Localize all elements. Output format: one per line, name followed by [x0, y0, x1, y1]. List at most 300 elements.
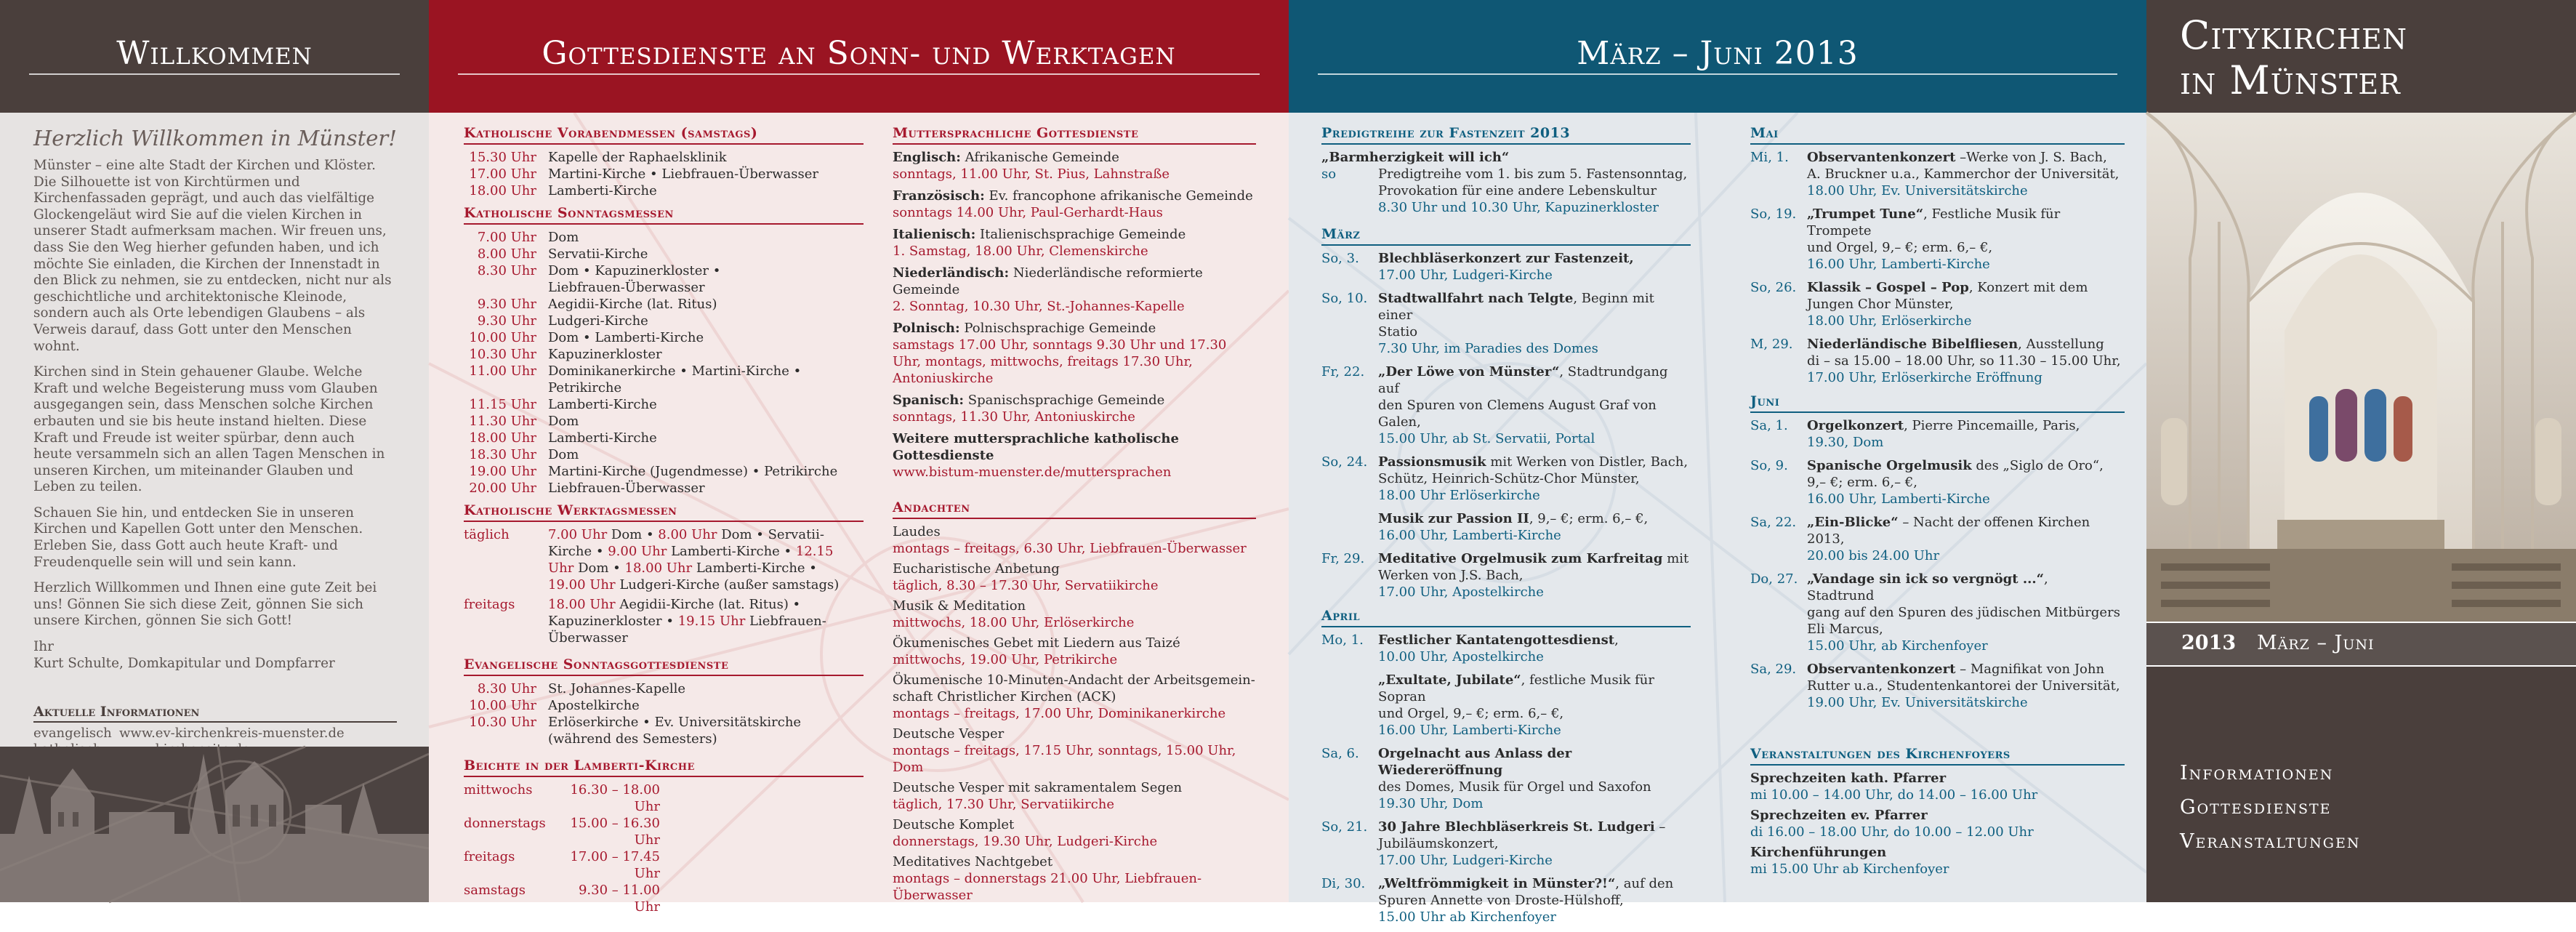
werktag-time: 12.15	[795, 544, 834, 559]
service-place: Apostelkirche	[548, 698, 640, 713]
event-title-line	[1807, 661, 2120, 678]
event-text	[1807, 279, 2088, 329]
event-date: Di, 30.	[1321, 876, 1366, 891]
foyer-when: mi 10.00 – 14.00 Uhr, do 14.00 – 16.00 Uhr	[1750, 787, 2038, 803]
event-date: Sa, 1.	[1750, 418, 1788, 433]
foyer-item	[1750, 807, 2125, 840]
cover-menu-item[interactable]: Informationen	[2180, 762, 2334, 784]
service-row	[464, 313, 864, 329]
andacht-when: montags – freitags, 17.15 Uhr, sonntags, 15.00 Uhr, Dom	[893, 743, 1236, 775]
events-panel	[1289, 0, 2146, 925]
mutter-list	[893, 149, 1256, 425]
beichte-heading: Beichte in der Lamberti-Kirche	[464, 758, 864, 777]
info-link[interactable]: www.ev-kirchenkreis-muenster.de	[119, 726, 345, 742]
andacht-title: Meditatives Nachtgebet	[893, 854, 1053, 869]
service-place: Lamberti-Kirche	[548, 397, 657, 412]
mutter-line	[893, 188, 1256, 204]
event-rest: , auf den	[1615, 876, 1674, 891]
cover-title-line-2: in Münster	[2180, 57, 2401, 103]
service-place: Liebfrauen-Überwasser	[548, 280, 705, 295]
event-text	[1807, 149, 2119, 199]
maerz-list	[1321, 250, 1691, 600]
event-title: „Der Löwe von Münster“	[1378, 364, 1560, 379]
werktag-text	[548, 596, 826, 646]
event-title-line	[1807, 149, 2119, 166]
andacht-when: montags – donnerstags 21.00 Uhr, Liebfrauen-Überwasser	[893, 871, 1202, 903]
event-when: 18.00 Uhr, Ev. Universitätskirche	[1807, 183, 2028, 198]
mutter-line	[893, 392, 1256, 409]
event-line: A. Bruckner u.a., Kammerchor der Universität,	[1807, 166, 2120, 182]
service-time: 8.00 Uhr	[477, 246, 536, 262]
mutter-item	[893, 149, 1256, 182]
event-rest: – Nacht der offenen Kirchen 2013,	[1807, 515, 2094, 547]
sonntag-list	[464, 229, 864, 497]
beichte-row	[464, 815, 864, 848]
welcome-paragraph: Schauen Sie hin, und entdecken Sie in unseren Kirchen und Kapellen Gott unter den Menschen. Erleben Sie, dass Gott auch heute Kraft- und Freudenquelle sein will und sein kann.	[33, 505, 363, 570]
event-title-line	[1378, 819, 1665, 835]
andacht-title: Musik & Meditation	[893, 598, 1026, 614]
andachten-heading: Andachten	[893, 499, 1256, 519]
event-when: 17.00 Uhr, Apostelkirche	[1378, 584, 1544, 600]
service-time: 10.00 Uhr	[469, 330, 536, 345]
event-date: So, 19.	[1750, 206, 1797, 222]
andachten-list	[893, 523, 1256, 904]
event-title: „Exultate, Jubilate“	[1378, 672, 1521, 688]
event-title: Meditative Orgelmusik zum Karfreitag	[1378, 551, 1663, 566]
mutter-lang: Niederländisch:	[893, 265, 1010, 281]
mutter-line	[893, 149, 1256, 166]
services-left-column	[464, 125, 864, 915]
werktag-place: Kirche •	[548, 544, 608, 559]
mutter-lang: Spanisch:	[893, 393, 964, 408]
event-when: 16.00 Uhr, Lamberti-Kirche	[1807, 257, 1990, 272]
event-title-line	[1378, 550, 1689, 567]
event-title-line	[1378, 875, 1673, 892]
event-when: 19.00 Uhr, Ev. Universitätskirche	[1807, 695, 2028, 710]
service-time: 20.00 Uhr	[469, 481, 536, 496]
header-rule	[29, 73, 400, 75]
april-list	[1321, 632, 1691, 925]
event-title: Passionsmusik	[1378, 454, 1486, 470]
cover-menu-item[interactable]: Gottesdienste	[2180, 796, 2332, 819]
event-rest: mit	[1662, 551, 1689, 566]
andacht-when: donnerstags, 19.30 Uhr, Ludgeri-Kirche	[893, 834, 1158, 849]
header-rule	[458, 73, 1260, 75]
event-when: 17.00 Uhr, Erlöserkirche Eröffnung	[1807, 370, 2042, 385]
service-row	[464, 413, 864, 430]
andacht-item	[893, 779, 1256, 813]
event-title-line	[1378, 250, 1634, 267]
event-when: 18.00 Uhr, Erlöserkirche	[1807, 313, 1972, 329]
event-title-line	[1378, 672, 1691, 705]
event-title-line	[1807, 417, 2080, 434]
event-text	[1378, 363, 1691, 447]
werktag-place: Dom • Servatii-	[717, 527, 824, 542]
service-place: Martini-Kirche • Liebfrauen-Überwasser	[548, 166, 819, 182]
werktag-time: 8.00 Uhr	[658, 527, 717, 542]
event-text	[1807, 336, 2121, 386]
welcome-paragraph: Herzlich Willkommen und Ihnen eine gute Zeit bei uns! Gönnen Sie sich diese Zeit, gönnen Sie sich unsere Kirchen, gönnen Sie sich Gott!	[33, 580, 377, 629]
service-time: 8.30 Uhr	[477, 681, 536, 696]
event-when: 20.00 bis 24.00 Uhr	[1807, 548, 1940, 563]
beichte-row	[464, 848, 864, 882]
event-date: Fr, 22.	[1321, 364, 1365, 379]
event-when: 15.00 Uhr, ab St. Servatii, Portal	[1378, 431, 1595, 446]
event-date: So, 10.	[1321, 291, 1368, 306]
event-title: Blechbläserkonzert zur Fastenzeit,	[1378, 251, 1634, 266]
event-title: „Weltfrömmigkeit in Münster?!“	[1378, 876, 1616, 891]
cover-panel	[2146, 0, 2576, 902]
event-line: Statio	[1378, 324, 1418, 340]
event-row	[1750, 417, 2125, 451]
beichte-time: 9.30 – 11.00 Uhr	[578, 883, 660, 915]
mutter-desc: Spanischsprachige Gemeinde	[967, 393, 1165, 408]
event-title-line	[1378, 454, 1688, 470]
andacht-title: Deutsche Vesper mit sakramentalem Segen	[893, 780, 1183, 795]
mutter-when: sonntags 14.00 Uhr, Paul-Gerhardt-Haus	[893, 205, 1163, 220]
andacht-item	[893, 561, 1256, 594]
event-row	[1321, 875, 1691, 925]
event-rest: mit Werken von Distler, Bach,	[1486, 454, 1689, 470]
events-right-column	[1750, 125, 2125, 881]
event-line: und Orgel, 9,– €; erm. 6,– €,	[1807, 240, 1993, 255]
werktag-place: Überwasser	[548, 630, 628, 646]
service-place: Ludgeri-Kirche	[548, 313, 648, 329]
andacht-item	[893, 672, 1256, 722]
event-rest: , Festliche Musik für Trompete	[1807, 206, 2064, 238]
cover-year: 2013	[2181, 632, 2237, 654]
foyer-item	[1750, 844, 2125, 877]
predigt-day: so	[1321, 166, 1337, 182]
mutter-line	[893, 265, 1256, 298]
andacht-item	[893, 853, 1256, 904]
andacht-item	[893, 816, 1256, 850]
mutter-desc: Italienischsprachige Gemeinde	[980, 227, 1186, 242]
event-text	[1378, 632, 1619, 665]
event-row	[1321, 745, 1691, 812]
andacht-title: Eucharistische Anbetung	[893, 561, 1060, 577]
andacht-title: Laudes	[893, 524, 941, 539]
event-date: So, 26.	[1750, 280, 1797, 295]
sonntag-heading: Katholische Sonntagsmessen	[464, 205, 864, 225]
foyer-when: mi 15.00 Uhr ab Kirchenfoyer	[1750, 861, 1949, 877]
event-line: 9,– €; erm. 6,– €,	[1807, 475, 1917, 490]
event-title-line	[1378, 632, 1619, 648]
foyer-title: Sprechzeiten kath. Pfarrer	[1750, 771, 1947, 786]
event-row	[1321, 632, 1691, 665]
werktag-line	[548, 613, 826, 630]
service-place: Kapuzinerkloster	[548, 347, 662, 362]
service-time: 10.00 Uhr	[469, 698, 536, 713]
event-when: 15.00 Uhr ab Kirchenfoyer	[1378, 909, 1556, 925]
event-when: 10.00 Uhr, Apostelkirche	[1378, 649, 1544, 664]
mutter-more-link[interactable]: www.bistum-muenster.de/muttersprachen	[893, 465, 1172, 480]
service-place: Dom	[548, 230, 579, 245]
werktag-line	[548, 560, 839, 577]
event-text	[1807, 661, 2120, 711]
event-title-line	[1807, 336, 2121, 353]
event-row	[1750, 514, 2125, 564]
service-row	[464, 680, 864, 697]
andacht-when: mittwochs, 18.00 Uhr, Erlöserkirche	[893, 615, 1135, 630]
event-line: Eli Marcus,	[1807, 622, 1883, 637]
event-text	[1378, 250, 1634, 284]
event-date: Fr, 29.	[1321, 551, 1365, 566]
werktag-heading: Katholische Werktagsmessen	[464, 502, 864, 522]
event-date: Sa, 29.	[1750, 662, 1797, 677]
welcome-panel	[0, 0, 429, 902]
event-when: 17.00 Uhr, Ludgeri-Kirche	[1378, 268, 1553, 283]
service-time	[464, 731, 548, 747]
event-date: So, 21.	[1321, 819, 1368, 835]
service-row	[464, 279, 864, 296]
event-row	[1750, 279, 2125, 329]
andacht-item	[893, 598, 1256, 631]
event-rest: –	[1654, 819, 1666, 835]
service-row	[464, 379, 864, 396]
mutter-desc: Polnischsprachige Gemeinde	[964, 321, 1156, 336]
service-place: Dom • Lamberti-Kirche	[548, 330, 704, 345]
werktag-time: 19.15 Uhr	[677, 614, 746, 629]
beichte-time: 16.30 – 18.00 Uhr	[570, 782, 660, 814]
city-silhouette	[0, 747, 429, 902]
predigt-block	[1321, 149, 1691, 216]
mutter-item	[893, 188, 1256, 221]
beichte-day: samstags	[464, 883, 526, 898]
service-row	[464, 149, 864, 166]
event-rest: – Magnifikat von John	[1955, 662, 2105, 677]
andacht-when: montags – freitags, 17.00 Uhr, Dominikanerkirche	[893, 706, 1226, 721]
services-panel	[429, 0, 1289, 915]
event-title: Orgelnacht aus Anlass der Wiedereröffnung	[1378, 746, 1572, 778]
event-rest: –Werke von J. S. Bach,	[1955, 150, 2107, 165]
service-row	[464, 714, 864, 731]
event-line: di – sa 15.00 – 18.00 Uhr, so 11.30 – 15.00 Uhr,	[1807, 353, 2121, 369]
event-text	[1378, 745, 1691, 812]
event-line: gang auf den Spuren des jüdischen Mitbürgers	[1807, 605, 2120, 620]
april-heading: April	[1321, 608, 1691, 627]
event-line: Spuren Annette von Droste-Hülshoff,	[1378, 893, 1624, 908]
event-text	[1807, 514, 2125, 564]
event-title-line	[1378, 510, 1648, 527]
werktag-time: 18.00 Uhr	[548, 597, 616, 612]
event-text	[1378, 819, 1665, 869]
welcome-paragraph: Münster – eine alte Stadt der Kirchen und Klöster. Die Silhouette ist von Kirchtürmen und Kirchenfassaden geprägt, und auch das vielfältige Glockengeläut wird Sie auf die vielen Kirchen in unserer Stadt aufmerksam machen. Wir freuen uns, dass Sie den Weg hierher gefunden haben, und ich möchte Sie einladen, die Kirchen der Innenstadt in den Blick zu nehmen, sie zu entdecken, nicht nur als geschichtliche und architektonische Kleinode, sondern auch als Orte lebendigen Glaubens – als Verweis darauf, dass Gott unter den Menschen wohnt.	[33, 158, 392, 354]
service-place: Servatii-Kirche	[548, 246, 648, 262]
service-row	[464, 246, 864, 262]
andacht-title: Ökumenische 10-Minuten-Andacht der Arbeitsgemeinschaft Christlicher Kirchen (ACK)	[893, 672, 1255, 704]
werktag-line	[548, 526, 839, 543]
service-time: 8.30 Uhr	[477, 263, 536, 278]
werktag-time: 19.00 Uhr	[548, 577, 616, 592]
mutter-desc: Niederländische reformierte Gemeinde	[893, 265, 1203, 297]
mutter-lang: Englisch:	[893, 150, 961, 165]
werktag-label: täglich	[464, 527, 510, 542]
werktag-place: Dom •	[607, 527, 659, 542]
mutter-when: 1. Samstag, 18.00 Uhr, Clemenskirche	[893, 244, 1148, 259]
predigt-line: Predigtreihe vom 1. bis zum 5. Fastensonntag,	[1378, 166, 1688, 182]
service-time: 18.00 Uhr	[469, 430, 536, 446]
event-row	[1321, 290, 1691, 357]
event-text	[1378, 550, 1689, 600]
services-right-column	[893, 125, 1256, 907]
predigt-heading: Predigtreihe zur Fastenzeit 2013	[1321, 125, 1691, 145]
cathedral-interior-image	[2146, 113, 2576, 622]
werktag-time: 7.00 Uhr	[548, 527, 608, 542]
event-title: Niederländische Bibelfliesen	[1807, 337, 2018, 352]
event-row	[1750, 206, 2125, 273]
service-place: Liebfrauen-Überwasser	[548, 481, 705, 496]
event-date: M, 29.	[1750, 337, 1793, 352]
service-time: 10.30 Uhr	[469, 715, 536, 730]
mai-list	[1750, 149, 2125, 386]
service-row	[464, 446, 864, 463]
service-place: Dom	[548, 414, 579, 429]
beichte-row	[464, 782, 864, 815]
foyer-title: Kirchenführungen	[1750, 845, 1887, 860]
service-time: 11.15 Uhr	[469, 397, 536, 412]
werktag-line	[548, 577, 839, 593]
service-time: 7.00 Uhr	[477, 230, 536, 245]
werktag-text	[548, 526, 839, 593]
cover-menu-item[interactable]: Veranstaltungen	[2180, 830, 2361, 853]
event-title-line	[1807, 514, 2125, 547]
andacht-when: mittwochs, 19.00 Uhr, Petrikirche	[893, 652, 1118, 667]
event-title: Spanische Orgelmusik	[1807, 458, 1972, 473]
event-line: den Spuren von Clemens August Graf von Galen,	[1378, 398, 1657, 430]
signature-name: Kurt Schulte, Domkapitular und Dompfarrer	[33, 655, 335, 671]
event-title: Observantenkonzert	[1807, 662, 1956, 677]
cover-date-strip	[2146, 622, 2576, 667]
service-place: Erlöserkirche • Ev. Universitätskirche	[548, 715, 802, 730]
service-row	[464, 396, 864, 413]
event-when: 19.30 Uhr, Dom	[1378, 796, 1484, 811]
service-place: Martini-Kirche (Jugendmesse) • Petrikirche	[548, 464, 838, 479]
foyer-item	[1750, 770, 2125, 803]
service-row	[464, 182, 864, 199]
event-text	[1807, 417, 2080, 451]
mai-heading: Mai	[1750, 125, 2125, 145]
event-text	[1807, 571, 2120, 654]
juni-list	[1750, 417, 2125, 711]
header-rule	[1318, 73, 2117, 75]
service-time: 11.30 Uhr	[469, 414, 536, 429]
welcome-text	[33, 158, 397, 630]
mutter-desc: Ev. francophone afrikanische Gemeinde	[989, 188, 1253, 204]
mutter-item	[893, 320, 1256, 387]
event-date: Sa, 6.	[1321, 746, 1359, 761]
service-time	[464, 379, 548, 396]
event-title: Stadtwallfahrt nach Telgte	[1378, 291, 1574, 306]
event-when: 16.00 Uhr, Lamberti-Kirche	[1807, 491, 1990, 507]
event-title-line	[1378, 363, 1691, 397]
werktag-row	[464, 596, 864, 646]
event-rest: ,	[1614, 632, 1619, 648]
event-rest: , festliche Musik für Sopran	[1378, 672, 1659, 704]
event-rest: , 9,– €; erm. 6,– €,	[1529, 511, 1649, 526]
service-place: Dom • Kapuzinerkloster •	[548, 263, 721, 278]
event-row	[1321, 363, 1691, 447]
event-title-line	[1807, 206, 2125, 239]
event-row	[1750, 336, 2125, 386]
mutter-when: sonntags, 11.30 Uhr, Antoniuskirche	[893, 409, 1135, 425]
werktag-time: 9.00 Uhr	[608, 544, 667, 559]
event-when: 17.00 Uhr, Ludgeri-Kirche	[1378, 853, 1553, 868]
service-row	[464, 480, 864, 497]
service-place: Petrikirche	[548, 380, 622, 395]
cover-range: März – Juni	[2257, 632, 2375, 654]
event-title: Observantenkonzert	[1807, 150, 1956, 165]
service-time: 18.30 Uhr	[469, 447, 536, 462]
andacht-title: Deutsche Komplet	[893, 817, 1015, 832]
event-title: „Vandage sin ick so vergnögt ...“	[1807, 571, 2044, 587]
mutter-lang: Polnisch:	[893, 321, 960, 336]
mutter-item	[893, 226, 1256, 260]
event-rest: , Stadtrund	[1807, 571, 2053, 603]
werktag-place: Dom •	[573, 561, 625, 576]
service-row	[464, 731, 864, 747]
service-time: 18.00 Uhr	[469, 183, 536, 198]
service-place: Aegidii-Kirche (lat. Ritus)	[548, 297, 717, 312]
werktag-line	[548, 543, 839, 560]
mutter-item	[893, 265, 1256, 315]
service-place: Dominikanerkirche • Martini-Kirche •	[548, 363, 802, 379]
event-line: Werken von J.S. Bach,	[1378, 568, 1524, 583]
werktag-place: Ludgeri-Kirche (außer samstags)	[615, 577, 840, 592]
event-text	[1378, 875, 1673, 925]
service-place: (während des Semesters)	[548, 731, 717, 747]
mutter-item	[893, 392, 1256, 425]
event-rest: des „Siglo de Oro“,	[1971, 458, 2104, 473]
event-title-line	[1378, 745, 1691, 779]
werktag-time: Uhr	[548, 561, 574, 576]
vorabend-heading: Katholische Vorabendmessen (samstags)	[464, 125, 864, 145]
event-row	[1321, 510, 1691, 544]
predigt-subtitle: „Barmherzigkeit will ich“	[1321, 150, 1510, 165]
event-row	[1321, 550, 1691, 600]
werktag-place: Aegidii-Kirche (lat. Ritus) •	[615, 597, 801, 612]
foyer-title: Sprechzeiten ev. Pfarrer	[1750, 808, 1928, 823]
beichte-row	[464, 882, 864, 915]
andacht-title: Deutsche Vesper	[893, 726, 1005, 742]
service-row	[464, 166, 864, 182]
event-title: Klassik – Gospel – Pop	[1807, 280, 1969, 295]
andacht-when: täglich, 17.30 Uhr, Servatiikirche	[893, 797, 1115, 812]
mutter-when: sonntags, 11.00 Uhr, St. Pius, Lahnstraße	[893, 166, 1170, 182]
predigt-line: Provokation für eine andere Lebenskultur	[1378, 183, 1657, 198]
werktag-place: Kapuzinerkloster •	[548, 614, 678, 629]
events-header	[1289, 0, 2146, 113]
event-date: Mi, 1.	[1750, 150, 1789, 165]
event-when: 16.00 Uhr, Lamberti-Kirche	[1378, 528, 1561, 543]
vorabend-list	[464, 149, 864, 199]
service-time: 9.30 Uhr	[477, 313, 536, 329]
mutter-line	[893, 320, 1256, 337]
event-row	[1321, 672, 1691, 739]
event-line: Rutter u.a., Studentenkantorei der Universität,	[1807, 678, 2120, 694]
event-rest: , Stadtrundgang auf	[1378, 364, 1673, 396]
werktag-place: Lamberti-Kirche •	[667, 544, 796, 559]
signature-ihr: Ihr	[33, 639, 54, 655]
andacht-when: täglich, 8.30 – 17.30 Uhr, Servatiikirche	[893, 578, 1159, 593]
event-text	[1378, 290, 1691, 357]
event-when: 18.00 Uhr Erlöserkirche	[1378, 488, 1540, 503]
service-time: 17.00 Uhr	[469, 166, 536, 182]
service-row	[464, 329, 864, 346]
event-title-line	[1807, 457, 2104, 474]
foyer-when: di 16.00 – 18.00 Uhr, do 10.00 – 12.00 Uhr	[1750, 824, 2034, 840]
werktag-line	[548, 596, 826, 613]
